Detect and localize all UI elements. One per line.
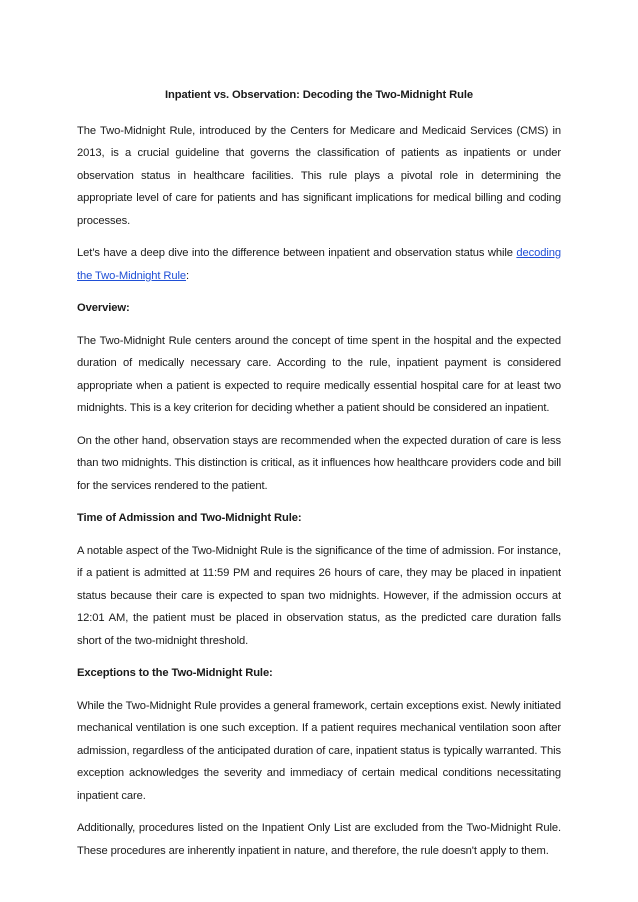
overview-paragraph-2: On the other hand, observation stays are recommended when the expected duration of care is less than two midnights. This distinction is critical, as it influences how healthcare providers code and bill for the services rendered to the patient. bbox=[77, 434, 561, 492]
admission-paragraph: A notable aspect of the Two-Midnight Rule is the significance of the time of admission. For instance, if a patient is admitted at 11:59 PM and requires 26 hours of care, they may be placed in inpatient status because their care is expected to span two midnights. However, if the admission occurs at 12:01 AM, the patient must be placed in observation status, as the predicted care duration falls short of the two-midnight threshold. bbox=[77, 544, 561, 647]
exceptions-heading: Exceptions to the Two-Midnight Rule: bbox=[77, 667, 273, 679]
document-title: Inpatient vs. Observation: Decoding the Two-Midnight Rule bbox=[165, 89, 473, 101]
document-page bbox=[77, 84, 561, 872]
intro-paragraph: The Two-Midnight Rule, introduced by the Centers for Medicare and Medicaid Services (CMS) in 2013, is a crucial guideline that governs the classification of patients as inpatients or under observation status in healthcare facilities. This rule plays a pivotal role in determining the appropriate level of care for patients and has significant implications for medical billing and coding processes. bbox=[77, 124, 561, 227]
exceptions-paragraph-2: Additionally, procedures listed on the Inpatient Only List are excluded from the Two-Midnight Rule. These procedures are inherently inpatient in nature, and therefore, the rule doesn't apply to them. bbox=[77, 822, 561, 857]
decoding-rule-link[interactable]: decoding the Two-Midnight Rule bbox=[77, 247, 561, 282]
deep-dive-text: Let’s have a deep dive into the difference between inpatient and observation status while bbox=[77, 247, 517, 259]
deep-dive-colon: : bbox=[186, 269, 190, 282]
overview-paragraph-1: The Two-Midnight Rule centers around the concept of time spent in the hospital and the expected duration of medically necessary care. According to the rule, inpatient payment is considered appropriate when a patient is expected to require medically essential hospital care for at least two midnights. This is a key criterion for deciding whether a patient should be considered an inpatient. bbox=[77, 334, 561, 414]
exceptions-paragraph-1: While the Two-Midnight Rule provides a general framework, certain exceptions exist. Newly initiated mechanical ventilation is one such exception. If a patient requires mechanical ventilation soon after admission, regardless of the anticipated duration of care, inpatient status is typically warranted. This exception acknowledges the severity and immediacy of certain medical conditions necessitating inpatient care. bbox=[77, 699, 561, 802]
admission-heading: Time of Admission and Two-Midnight Rule: bbox=[77, 512, 302, 524]
deep-dive-paragraph bbox=[77, 242, 561, 287]
overview-heading: Overview: bbox=[77, 302, 130, 314]
